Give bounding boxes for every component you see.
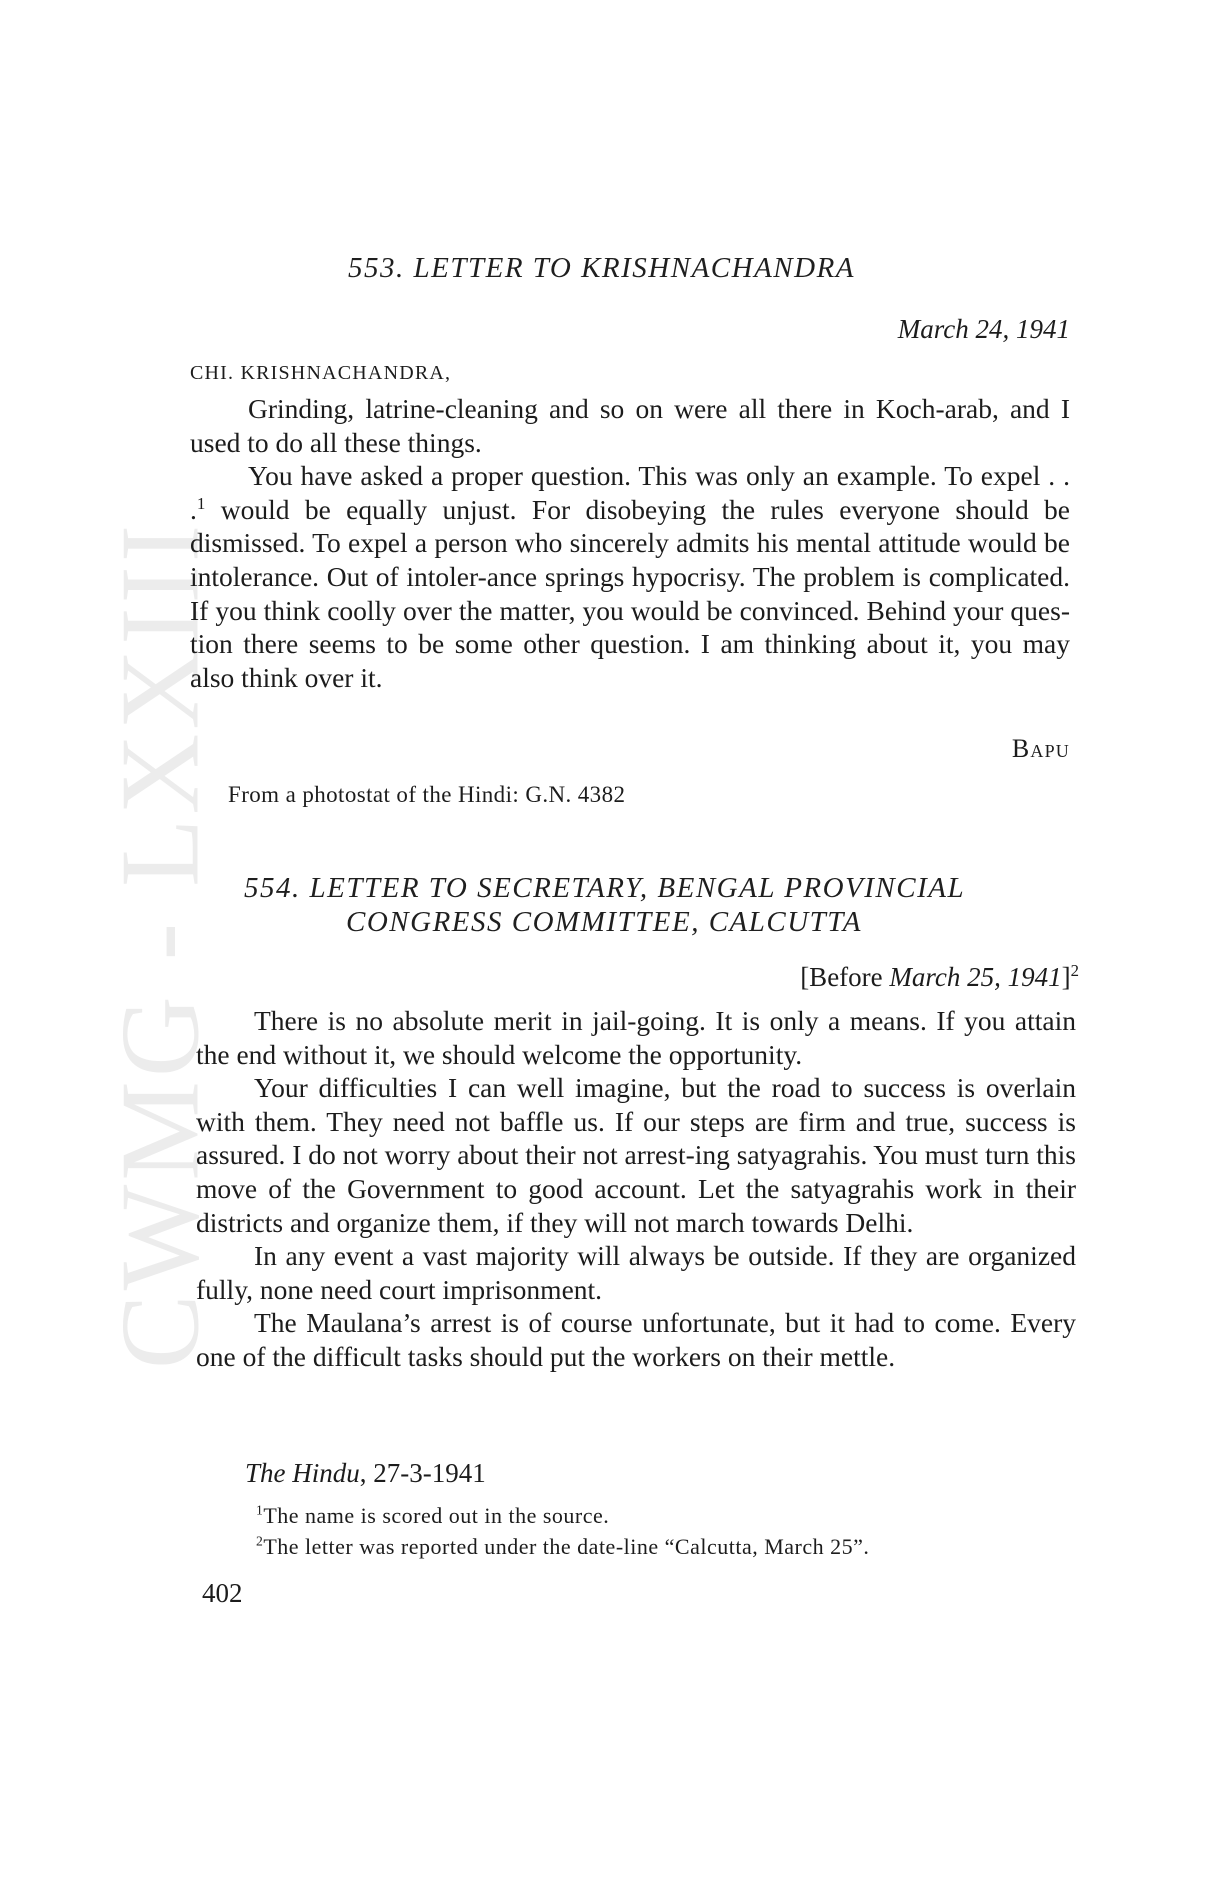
letter-553-salutation: CHI. KRISHNACHANDRA, <box>190 362 452 384</box>
footnote-text-2: The letter was reported under the date-line “Calcutta, March 25”. <box>263 1534 870 1559</box>
letter-553-heading: 553. LETTER TO KRISHNACHANDRA <box>348 252 856 284</box>
letter-554-paragraph-1: There is no absolute merit in jail-going. It is only a means. If you attain the end without it, we should welcome the opportunity. <box>196 1005 1076 1070</box>
letter-554-paragraph-2: Your difficulties I can well imagine, but the road to success is overlain with them. They need not baffle us. If our steps are firm and true, success is assured. I do not worry about their not arrest-ing satyagrahis. You must turn this move of the Government to good account. Let the satyagrahis work in their districts and organize them, if they will not march towards Delhi. <box>196 1072 1076 1238</box>
letter-554-body <box>196 1004 1076 1374</box>
letter-554-date-prefix: [Before <box>800 962 890 992</box>
watermark-text: CWMG - LXXIII <box>98 520 223 1370</box>
letter-553-paragraph-2-end: would be equally unjust. For disobeying the rules everyone should be dismissed. To expel a person who sincerely admits his mental attitude would be intolerance. Out of intoler-ance springs hypocrisy. The problem is complicated. If you think coolly over the matter, you would be convinced. Behind your ques-tion there seems to be some other question. I am thinking about it, you may also think over it. <box>190 493 1071 693</box>
footnote-marker-2: 2 <box>256 1533 264 1549</box>
letter-554-date <box>190 962 1079 993</box>
footnote-marker-1: 1 <box>256 1502 264 1518</box>
letter-553-paragraph-1: Grinding, latrine-cleaning and so on were all there in Koch-arab, and I used to do all these things. <box>190 393 1070 458</box>
footnote-1 <box>256 1503 1086 1529</box>
letter-554-date-italic: March 25, 1941 <box>889 962 1062 992</box>
letter-554-heading-line-2: CONGRESS COMMITTEE, CALCUTTA <box>346 906 862 938</box>
citation-title: The Hindu <box>245 1458 360 1488</box>
letter-554-heading-line-1: 554. LETTER TO SECRETARY, BENGAL PROVINCIAL <box>244 872 966 904</box>
footnote-ref-1[interactable]: 1 <box>196 493 206 513</box>
letter-554-date-suffix: ] <box>1061 962 1071 992</box>
letter-553-signature: Bapu <box>1011 734 1070 763</box>
letter-553-source: From a photostat of the Hindi: G.N. 4382 <box>228 782 626 807</box>
footnote-2 <box>256 1534 1086 1560</box>
letter-554-paragraph-3: In any event a vast majority will always be outside. If they are organized fully, none need court imprisonment. <box>196 1240 1076 1305</box>
page-number: 402 <box>202 1578 243 1608</box>
letter-553-paragraph-2-start: You have asked a proper question. This was only an example. To expel . . . <box>190 460 1070 525</box>
letter-553-date: March 24, 1941 <box>897 314 1070 344</box>
letter-553-paragraph-2 <box>190 459 1070 694</box>
footnote-ref-2[interactable]: 2 <box>1070 961 1079 980</box>
citation-date: , 27-3-1941 <box>359 1458 486 1488</box>
letter-553-body <box>190 392 1070 694</box>
footnote-text-1: The name is scored out in the source. <box>263 1503 610 1528</box>
letter-554-citation <box>245 1458 486 1489</box>
letter-554-paragraph-4: The Maulana’s arrest is of course unfortunate, but it had to come. Every one of the difficult tasks should put the workers on their mettle. <box>196 1307 1076 1372</box>
